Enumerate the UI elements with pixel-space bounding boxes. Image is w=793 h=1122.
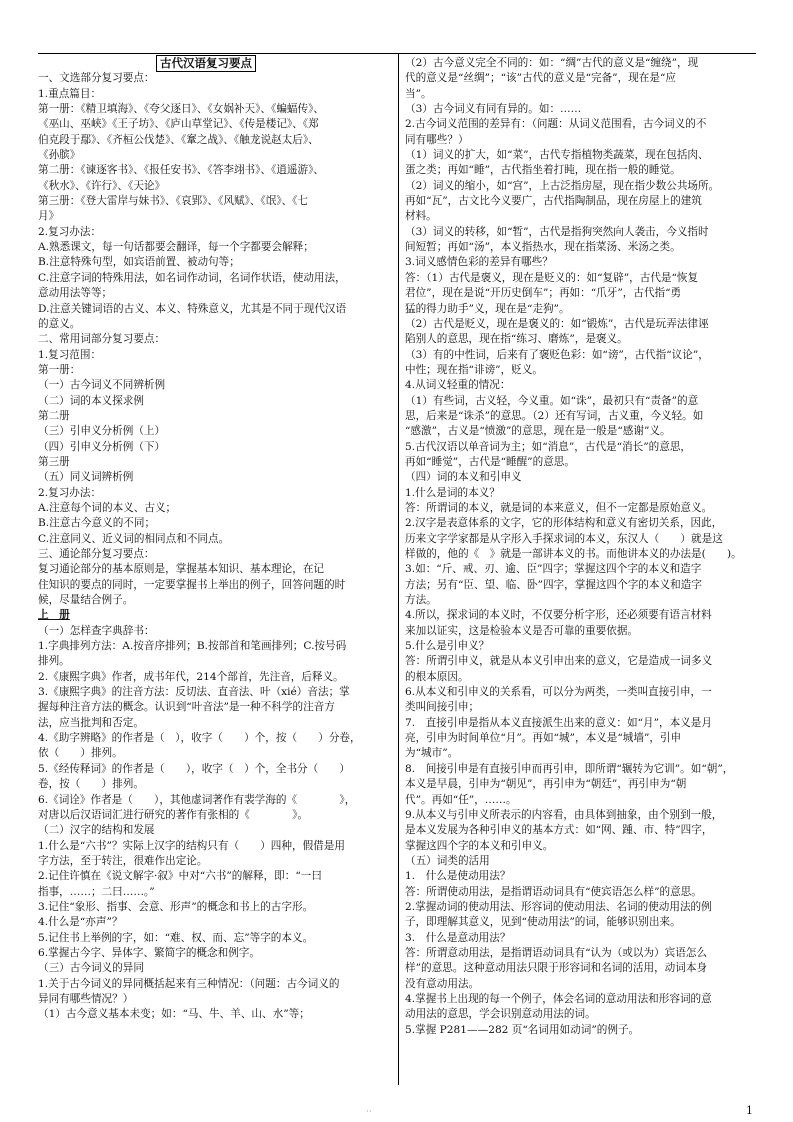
text-line: 9.从本义与引申义所表示的内容看，由具体到抽象，由个别到一般，	[405, 808, 723, 821]
text-line: B.注意古今意义的不同；	[38, 517, 156, 530]
text-line: 动用法的意思，学会识别意动用法的词。	[405, 1008, 596, 1021]
text-line: 1.字典排列方法：A.按音序排列；B.按部首和笔画排列；C.按号码	[38, 640, 347, 653]
text-line: （3）古今词义有同有异的。如：……	[405, 103, 582, 116]
text-line: 间短暂；再如“汤”，本义指热水，现在指菜汤、米汤之类。	[405, 241, 681, 254]
text-line: 答：所谓引申义，就是从本义引申出来的意义，它是造成一词多义	[405, 655, 713, 668]
text-line: 6.从本义和引申义的关系看，可以分为两类，一类叫直接引申，一	[405, 686, 712, 699]
text-line: 二、常用词部分复习要点：	[38, 333, 166, 346]
text-line: 《孙膑》	[38, 149, 81, 162]
text-line: 1.关于古今词义的异同概括起来有三种情况：（问题：古今词义的	[38, 977, 340, 990]
text-line: 方法；另有“臣、望、临、卧”四字，掌握这四个字的本义和造字	[405, 578, 702, 591]
text-line: （二）词的本义探求例	[38, 394, 144, 407]
text-line: C.注意同义、近义词的相同点和不同点。	[38, 532, 230, 545]
text-line: 4.从词义轻重的情况：	[405, 379, 511, 392]
text-line: 7. 直接引申是指从本义直接派生出来的意义：如“月”，本义是月	[405, 716, 712, 729]
text-line: 3.记住“象形、指事、会意、形声”的概念和书上的古字形。	[38, 900, 314, 913]
text-line: 子，即理解其意义，见到“使动用法”的词，能够识别出来。	[405, 916, 681, 929]
text-line: 的根本原因。	[405, 670, 469, 683]
text-line: 亮，引申为时间单位“月”。再如“城”，本义是“城墙”，引申	[405, 732, 682, 745]
text-line: 2.古今词义范围的差异有：（问题：从词义范围看，古今词义的不	[405, 118, 707, 131]
text-line: 4.掌握书上出现的每一个例子，体会名词的意动用法和形容词的意	[405, 992, 712, 1005]
text-line: 本义是早晨，引申为“朝见”，再引申为“朝廷”，再引申为“朝	[405, 778, 687, 791]
text-line: 2.《康熙字典》作者，成书年代，214个部首，先注音，后释义。	[38, 670, 344, 683]
text-line: 再如“瓦”，古文比今义要广，古代指陶制品，现在房屋上的建筑	[405, 195, 702, 208]
text-line: 三、通论部分复习要点：	[38, 548, 155, 560]
text-line: （2）古今意义完全不同的：如：“绸”古代的意义是“缠绕”，现	[405, 57, 699, 69]
text-line: 3. 什么是意动用法？	[405, 931, 511, 944]
text-line: “感激”，古义是“愤激”的意思，现在是一般是“感谢”义。	[405, 425, 671, 438]
text-line: 材料。	[405, 210, 437, 223]
text-line: 对唐以后汉语词汇进行研究的著作有张相的《 》。	[38, 808, 309, 821]
text-line: 5.掌握 P281——282 页“名词用如动词”的例子。	[405, 1023, 640, 1036]
text-line: 《巫山、巫峡》《王子坊》、《庐山草堂记》、《传是楼记》、《郑	[38, 118, 319, 131]
text-line: 2.记住许慎在《说文解字·叙》中对“六书”的解释，即：“一曰	[38, 870, 322, 883]
text-line: （2）古代是贬义，现在是褒义的：如“锻炼”，古代是玩弄法律诬	[405, 317, 709, 330]
text-line: 样”的意思。这种意动用法只限于形容词和名词的活用，动词本身	[405, 962, 708, 975]
text-line: 第一册：	[38, 363, 81, 376]
text-line: 排列。	[38, 655, 70, 668]
text-line: 1.复习范围：	[38, 348, 102, 361]
text-line: （3）词义的转移，如“暂”，古代是指狗突然向人袭击，今义指时	[405, 225, 709, 238]
text-line: 方法。	[405, 594, 437, 607]
text-line: 卷，按（ ）排列。	[38, 778, 144, 791]
text-line: 答：（1）古代是褒义，现在是贬义的：如“复辟”，古代是“恢复	[405, 271, 699, 284]
text-line: 来加以证实，这是检验本义是否可靠的重要依据。	[405, 624, 639, 637]
text-line: 蛋之类；再如“睡”，古代指坐着打盹，现在指一般的睡觉。	[405, 164, 681, 177]
left-column	[38, 56, 394, 1023]
text-line: A.熟悉课文，每一句话都要会翻译，每一个字都要会解释；	[38, 241, 314, 254]
text-line: （2）词义的缩小，如“宫”，上古泛指房屋，现在指少数公共场所。	[405, 179, 720, 192]
text-line: 样做的，他的《 》就是一部讲本义的书。而他讲本义的办法是( )。	[405, 548, 742, 560]
text-line: 思，后来是“诛杀”的意思。（2）还有写词，古义重，今义轻。如	[405, 409, 704, 422]
right-column	[405, 56, 757, 1038]
text-line: （1）古今意义基本未变；如：“马、牛、羊、山、水”等；	[38, 1008, 310, 1021]
page-number: 1	[746, 1104, 753, 1117]
text-line: （一）怎样查字典辞书：	[38, 624, 155, 637]
text-line: 2.复习办法：	[38, 486, 102, 499]
text-line: 中性；现在指“诽谤”，贬义。	[405, 363, 543, 376]
text-line: 复习通论部分的基本原则是，掌握基本知识、基本理论，在记	[38, 563, 325, 576]
text-line: 第三册：《登大雷岸与妹书》、《哀郢》、《风赋》、《氓》、《七	[38, 195, 309, 208]
text-line: 2.复习办法：	[38, 225, 102, 238]
text-line: 答：所谓词的本义，就是词的本来意义，但不一定都是原始意义。	[405, 501, 713, 514]
text-line: 3.词义感情色彩的差异有哪些？	[405, 256, 553, 269]
text-line: 异同有哪些情况？）	[38, 992, 134, 1005]
text-line: （五）词类的活用	[405, 854, 490, 867]
text-line: 一、文选部分复习要点：	[38, 72, 155, 85]
text-line: 《秋水》、《许行》、《天论》	[38, 179, 166, 192]
text-line: 住知识的要点的同时，一定要掌握书上举出的例子，回答问题的时	[38, 578, 346, 591]
text-line: 意动用法等等；	[38, 287, 113, 300]
text-line: 第二册：《谏逐客书》、《报任安书》、《答李翊书》、《逍遥游》、	[38, 164, 325, 177]
text-line: 再如“睡觉”，古代是“睡醒”的意思。	[405, 455, 575, 468]
text-line: 代”。再如“任”，……。	[405, 793, 517, 806]
text-line: 的意义。	[38, 317, 81, 330]
text-line: 5.记住书上举例的字，如：“难、权、而、忘”等字的本义。	[38, 931, 314, 944]
text-line: 8. 间接引申是有直接引申而再引申，即所谓“辗转为它训”。如“朝”，	[405, 762, 734, 775]
text-line: 答：所谓意动用法，是指谓语动词具有“认为（或以为）宾语怎么	[405, 946, 708, 959]
text-line: （1）词义的扩大，如“菜”，古代专指植物类蔬菜，现在包括肉、	[405, 149, 709, 162]
text-line: 2.掌握动词的使动用法、形容词的使动用法、名词的使动用法的例	[405, 900, 712, 913]
text-line: 没有意动用法。	[405, 977, 480, 990]
text-line: 伯克段于鄢》、《齐桓公伐楚》、《鞌之战》、《触龙说赵太后》、	[38, 133, 319, 146]
text-line: 4.《助字辨略》的作者是（ ），收字（ ）个，按（ ）分卷，	[38, 732, 361, 745]
text-line: 当”。	[405, 87, 432, 100]
text-line: B.注意特殊句型，如宾语前置、被动句等；	[38, 256, 240, 269]
text-line: 1.什么是词的本义？	[405, 486, 500, 499]
document-title: 古代汉语复习要点	[156, 55, 256, 72]
text-line: 类叫间接引申；	[405, 701, 480, 714]
text-line: 2.汉字是表意体系的文字，它的形体结构和意义有密切关系，因此，	[405, 517, 723, 530]
text-line: （一）古今词义不同辨析例	[38, 379, 166, 392]
text-line: 月》	[38, 210, 60, 223]
text-line: 字方法，至于转注，很难作出定论。	[38, 854, 208, 867]
text-line: 1. 什么是使动用法？	[405, 870, 511, 883]
text-line: 君位”，现在是说“开历史倒车”；再如：“爪牙”，古代指“勇	[405, 287, 682, 300]
text-line: （五）同义词辨析例	[38, 471, 134, 484]
text-line: 第一册：《精卫填海》、《夸父逐日》、《女娲补天》、《蝙蝠传》、	[38, 103, 325, 116]
text-line: 6.掌握古今字、异体字、繁简字的概念和例字。	[38, 946, 260, 959]
text-line: 5.《经传释词》的作者是（ ），收字（ ）个，全书分（ ）	[38, 762, 351, 775]
text-line: （四）词的本义和引申义	[405, 471, 522, 484]
text-line: （四）引申义分析例（下）	[38, 440, 166, 453]
text-line: 第三册	[38, 455, 70, 468]
text-line: 3.《康熙字典》的注音方法：反切法、直音法、叶（xié）音法；掌	[38, 686, 350, 699]
text-line: 历来文字学家都是从字形入手探求词的本义，东汉人（ ）就是这	[405, 532, 723, 545]
text-line: 法，应当批判和否定。	[38, 716, 144, 729]
text-line: 掌握这四个字的本义和引申义。	[405, 839, 554, 852]
text-line: 1.什么是“六书”？实际上汉字的结构只有（ ）四种，假借是用	[38, 839, 345, 852]
text-line: 为“城市”。	[405, 747, 459, 760]
text-line: （二）汉字的结构和发展	[38, 824, 155, 837]
text-line: （三）引申义分析例（上）	[38, 425, 166, 438]
text-line: 4.所以，探求词的本义时，不仅要分析字形，还必须要有语言材料	[405, 609, 712, 622]
column-divider	[398, 53, 399, 1085]
text-line: 上 册	[38, 609, 70, 622]
text-line: 3.如：“斤、戒、刃、逾、臣”四字；掌握这四个字的本义和造字	[405, 563, 702, 576]
text-line: 第二册	[38, 409, 70, 422]
text-line: 是本义发展为各种引申义的基本方式：如“网、踵、市、特”四字，	[405, 824, 713, 837]
text-line: 依（ ）排列。	[38, 747, 123, 760]
text-line: A.注意每个词的本义、古义；	[38, 501, 177, 514]
text-line: 5.古代汉语以单音词为主；如“消息”，古代是“消长”的意思，	[405, 440, 692, 453]
text-line: （3）有的中性词，后来有了褒贬色彩：如“谤”，古代指“议论”，	[405, 348, 709, 361]
text-line: 握每种注音方法的概念。认识到“叶音法”是一种不科学的注音方	[38, 701, 335, 714]
text-line: 1.重点篇目：	[38, 87, 102, 100]
text-line: （1）有些词，古义轻，今义重。如“诛”，最初只有“责备”的意	[405, 394, 699, 407]
text-line: 同有哪些？）	[405, 133, 469, 146]
text-line: 6.《词诠》作者是（ ），其他虚词著作有裴学海的《 》，	[38, 793, 356, 806]
text-line: D.注意关键词语的古义、本义、特殊意义，尤其是不同于现代汉语	[38, 302, 347, 315]
header-rule	[38, 53, 756, 54]
text-line: 指事，……；二曰……。”	[38, 885, 155, 898]
text-line: C.注意字词的特殊用法，如名词作动词，名词作状语，使动用法，	[38, 271, 346, 284]
text-line: 猛的得力助手”义，现在是“走狗”。	[405, 302, 570, 315]
text-line: 陷别人的意思，现在指“练习、磨炼”，是褒义。	[405, 333, 628, 346]
text-line: 代的意义是“丝绸”；“该”古代的意义是“完备”，现在是“应	[405, 72, 676, 85]
footer-mark: ··	[366, 1107, 372, 1117]
text-line: 候，尽量结合例子。	[38, 594, 134, 607]
text-line: 4.什么是“亦声”？	[38, 916, 123, 929]
text-line: 5.什么是引申义？	[405, 640, 490, 653]
text-line: 答：所谓使动用法，是指谓语动词具有“使宾语怎么样”的意思。	[405, 885, 702, 898]
text-line: （三）古今词义的异同	[38, 962, 144, 975]
